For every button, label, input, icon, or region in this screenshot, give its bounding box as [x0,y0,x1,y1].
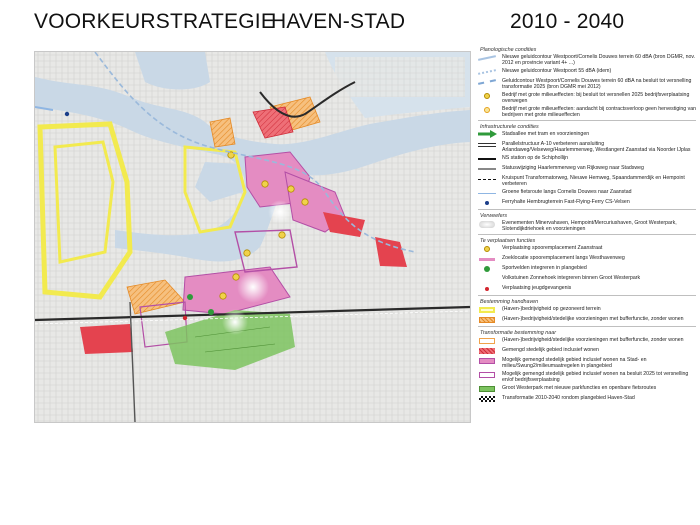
legend-item-label: Parallelstructuur A-10 verbeteren aansluiting Arlandaweg/Velseweg/Haarlemmerweg, Westlangent Zaanstad via Noorder IJplas [502,141,691,153]
legend-item-label: Statuswijziging Haarlemmerweg van Rijksweg naar Stadsweg [502,165,644,171]
legend-item [476,285,696,293]
legend-item-label: Evenementen Minervahaven, Hempoint/Mercuriushaven, Groot Westerpark, Slotendijkdriehoek en voorzieningen [502,220,677,232]
legend-symbol-dot-yellow [476,245,498,253]
map-subtitle: HAVEN-STAD [271,10,406,33]
legend-item-label: Geluidcontour Westpoort/Cornelis Douwes terrein 60 dBA na besluit tot versnelling transformatie 2025 (bron DGMR mei 2012) [502,78,692,90]
legend-symbol-sw-purple-outline [476,371,498,379]
legend-item [476,175,696,187]
legend-section-title: Transformatie bestemming naar [480,330,556,336]
legend-symbol-sw-green-park [476,385,498,393]
legend-item-label: (Haven-)bedrijvigheid op gezoneerd terrein [502,306,601,312]
legend-symbol-line-double [476,141,498,149]
legend-item [476,371,696,383]
legend-item-label: Groene fietsroute langs Cornelis Douwes naar Zaanstad [502,189,632,195]
legend-symbol-dot-yellow-ring [476,106,498,114]
legend-item-label: Verplaatsing jeugdgevangenis [502,285,572,291]
legend-item [476,306,696,314]
legend-item [476,255,696,263]
legend-item [476,155,696,163]
map-canvas[interactable] [34,51,471,423]
legend-separator [478,295,696,296]
legend-symbol-dot-yellow [476,92,498,100]
legend-item [476,220,696,232]
legend-separator [478,326,696,327]
legend-item-label: Gemengd stedelijk gebied inclusief wonen [502,347,599,353]
legend-symbol-line-black [476,155,498,163]
legend-item-label: Kruispunt Transformatorweg, Nieuwe Hemweg, Spaandammerdijk en Hempoint verbeteren [502,175,685,187]
legend-separator [478,120,696,121]
legend-item-label: Zoeklocatie spooremplacement langs Westhavenweg [502,255,625,261]
legend-item [476,316,696,324]
legend-symbol-dot-green [476,265,498,273]
legend-symbol-line-dash-black [476,175,498,183]
legend-symbol-line-blue [476,189,498,197]
legend-section-title: Planologische condities [480,47,537,53]
legend-item [476,68,696,76]
legend-item [476,92,696,104]
legend-symbol-arrow-green [476,131,498,139]
legend-symbol-dot-red [476,285,498,293]
event-glow-2 [222,309,248,335]
legend-separator [478,209,696,210]
event-glow-1 [237,271,269,303]
legend-symbol-contour-dashed [476,78,498,86]
ferry-stop-marker [65,112,69,116]
period-label: 2010 - 2040 [510,10,625,33]
map-svg [35,52,470,422]
legend-item [476,337,696,345]
legend-item [476,275,696,283]
legend-item-label: Mogelijk gemengd stedelijk gebied inclusief wonen na Stad- en milieu/Swung2/milieumaatregelen in plangebied [502,357,647,369]
legend-item [476,385,696,393]
legend-item-label: Groot Westerpark met nieuwe parkfuncties en openbare fietsroutes [502,385,657,391]
legend-item-label: Bedrijf met grote milieueffecten: aandacht bij contractsverloop geen hervestiging van bedrijven met grote milieueffecten [502,106,696,118]
legend-symbol-contour-light [476,54,498,62]
juvenile-prison-marker [183,316,187,320]
legend-item-label: Stadsallee met tram en voorzieningen [502,131,590,137]
map-title: VOORKEURSTRATEGIE [34,10,276,33]
mixed-urban-4 [80,324,133,354]
legend-item [476,347,696,355]
legend-item [476,395,696,403]
legend-item-label: (Haven-)bedrijvigheid/stedelijke voorzieningen met bufferfunctie, zonder wonen [502,316,684,322]
legend-item-label: Mogelijk gemengd stedelijk gebied inclusief wonen na besluit 2025 tot versnelling en/of bedrijfsverplaatsing [502,371,689,383]
legend-symbol-sw-orange-outline [476,337,498,345]
legend-item [476,357,696,369]
legend-section-title: Infrastructurele condities [480,124,539,130]
legend-symbol-none [476,275,498,283]
legend-symbol-sw-red [476,347,498,355]
legend-symbol-glow [476,220,498,228]
legend-item [476,54,696,66]
legend-symbol-sw-yellow [476,306,498,314]
legend-item-label: Nieuwe geluidcontour Westpoort 55 dBA (idem) [502,68,612,74]
legend-item [476,189,696,197]
legend-item [476,141,696,153]
legend-symbol-contour-dotted [476,68,498,76]
legend-section-title: Te verplaatsen functies [480,238,536,244]
legend-item-label: Transformatie 2010-2040 rondom plangebied Haven-Stad [502,395,635,401]
legend-item [476,265,696,273]
event-glow-3 [268,200,292,224]
legend-item-label: Sportvelden integreren in plangebied [502,265,587,271]
legend-symbol-line-grey [476,165,498,173]
legend-item-label: (Haven-)bedrijvigheid/stedelijke voorzieningen met bufferfunctie, zonder wonen [502,337,684,343]
legend-separator [478,234,696,235]
legend-item [476,106,696,118]
legend-item-label: NS station op de Schiphollijn [502,155,569,161]
legend-symbol-sw-pink [476,357,498,365]
legend-item [476,131,696,139]
legend-item [476,245,696,253]
legend-section-title: Bestemming handhaven [480,299,539,305]
legend-item-label: Nieuwe geluidcontour Westpoort/Cornelis Douwes terrein 60 dBA (bron DGMR, nov. 2012 en provincie variant 4+ ...) [502,54,695,66]
legend-symbol-sw-checker [476,395,498,403]
legend-item-label: Volkstuinen Zonnehoek integreren binnen Groot Westerpark [502,275,641,281]
map-legend [476,44,696,522]
legend-item [476,199,696,207]
legend-item-label: Ferryhalte Hembrugterrein Fast-Flying-Ferry CS-Velsen [502,199,630,205]
legend-section-title: Verweefers [480,213,508,219]
legend-item [476,165,696,173]
legend-item [476,78,696,90]
legend-symbol-dot-navy [476,199,498,207]
legend-symbol-sw-orange-hatch [476,316,498,324]
legend-item-label: Verplaatsing spooremplacement Zaanstraat [502,245,603,251]
legend-symbol-line-pink [476,255,498,263]
legend-item-label: Bedrijf met grote milieueffecten: bij besluit tot versnellen 2025 bedrijfsverplaatsing overwegen [502,92,690,104]
